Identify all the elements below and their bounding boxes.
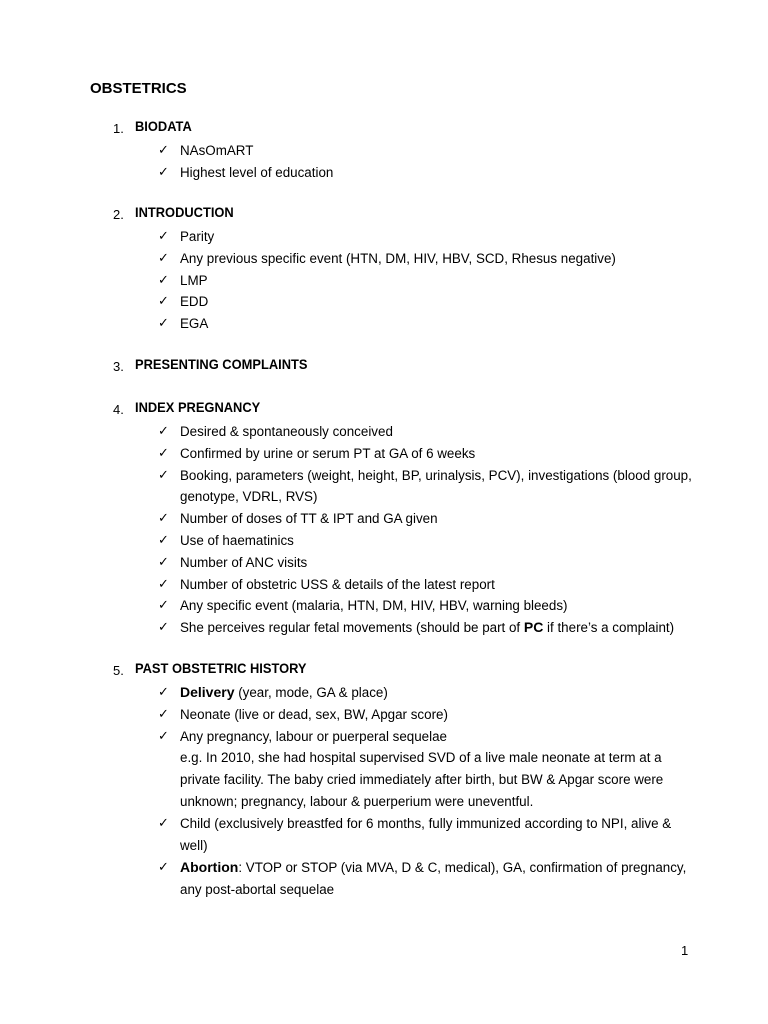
checkmark-icon: ✓ [158, 532, 169, 548]
checkmark-icon: ✓ [158, 445, 169, 461]
list-item [0, 465, 768, 509]
item-text-bold: Abortion [180, 858, 239, 875]
list-item [0, 617, 768, 639]
section-number: 1. [113, 121, 124, 136]
section-past-obstetric-history [0, 660, 768, 901]
checkmark-icon: ✓ [158, 728, 169, 744]
checkmark-icon: ✓ [158, 272, 169, 288]
section-heading [0, 399, 768, 421]
item-text-bold: Delivery [180, 684, 235, 700]
item-text: Any specific event (malaria, HTN, DM, HIV, HBV, warning bleeds) [180, 598, 568, 614]
item-text: Highest level of education [180, 164, 334, 180]
section-title: PAST OBSTETRIC HISTORY [135, 660, 307, 676]
section-number: 4. [113, 402, 124, 417]
checkmark-icon: ✓ [158, 511, 169, 527]
example-paragraph: e.g. In 2010, she had hospital supervised SVD of a live male neonate at term at a private facility. The baby cried immediately after birth, but BW & Apgar score were unknown; pregnancy, labour & puerperium were uneventful. [180, 750, 664, 810]
item-text: Desired & spontaneously conceived [180, 424, 393, 439]
section-number: 5. [113, 663, 124, 678]
list-item [0, 313, 768, 335]
section-presenting-complaints [0, 356, 768, 378]
checkmark-icon: ✓ [158, 164, 169, 180]
list-item [0, 421, 768, 443]
section-heading [0, 118, 768, 140]
section-title: BIODATA [135, 118, 192, 134]
item-text-pre: She perceives regular fetal movements (should be part of [180, 620, 524, 636]
checklist [0, 226, 768, 335]
checkmark-icon: ✓ [158, 316, 169, 332]
checklist [0, 682, 768, 901]
checkmark-icon: ✓ [158, 706, 169, 722]
list-item [0, 552, 768, 574]
section-heading [0, 204, 768, 226]
section-biodata [0, 118, 768, 184]
item-text: Booking, parameters (weight, height, BP, urinalysis, PCV), investigations (blood group, genotype, VDRL, RVS) [180, 467, 692, 505]
list-item [0, 162, 768, 184]
item-text: EDD [180, 294, 209, 310]
list-item [0, 291, 768, 313]
checkmark-icon: ✓ [158, 859, 169, 875]
section-title: INTRODUCTION [135, 204, 234, 220]
list-item [0, 226, 768, 248]
item-text-post: if there’s a complaint) [543, 620, 675, 636]
item-text: NAsOmART [180, 143, 254, 158]
section-heading [0, 356, 768, 378]
list-item [0, 726, 768, 748]
item-text: Any previous specific event (HTN, DM, HIV, HBV, SCD, Rhesus negative) [180, 250, 616, 266]
section-introduction [0, 204, 768, 335]
checkmark-icon: ✓ [158, 576, 169, 592]
list-item [0, 595, 768, 617]
item-text-bold: PC [523, 619, 544, 636]
item-text-post: : VTOP or STOP (via MVA, D & C, medical), GA, confirmation of pregnancy, any post-abortal sequelae [180, 859, 687, 897]
section-title: PRESENTING COMPLAINTS [135, 356, 308, 372]
checkmark-icon: ✓ [158, 229, 169, 244]
list-item [0, 443, 768, 465]
checkmark-icon: ✓ [158, 250, 169, 266]
item-text-post: (year, mode, GA & place) [234, 685, 388, 700]
section-title: INDEX PREGNANCY [135, 399, 261, 415]
item-text: Parity [180, 229, 215, 244]
list-item [0, 508, 768, 530]
item-text: Number of ANC visits [180, 554, 308, 570]
section-index-pregnancy [0, 399, 768, 639]
list-item [0, 248, 768, 270]
checkmark-icon: ✓ [158, 685, 169, 700]
section-number: 3. [113, 359, 124, 374]
checkmark-icon: ✓ [158, 467, 169, 483]
list-item [0, 704, 768, 726]
section-heading [0, 660, 768, 682]
checkmark-icon: ✓ [158, 554, 169, 570]
list-item [0, 530, 768, 552]
checklist [0, 421, 768, 639]
section-number: 2. [113, 207, 124, 222]
item-text: Neonate (live or dead, sex, BW, Apgar score) [180, 706, 448, 722]
item-text: LMP [180, 272, 208, 288]
checkmark-icon: ✓ [158, 598, 169, 614]
list-item [0, 574, 768, 596]
list-item [0, 270, 768, 292]
list-item [0, 857, 768, 901]
item-text: EGA [180, 316, 209, 332]
list-item [0, 813, 768, 857]
checkmark-icon: ✓ [158, 294, 169, 310]
page-number: 1 [681, 943, 689, 958]
item-text: Number of obstetric USS & details of the latest report [180, 576, 495, 592]
item-text: Use of haematinics [180, 532, 294, 548]
list-item [0, 140, 768, 162]
page-title: OBSTETRICS [90, 80, 187, 97]
checklist [0, 140, 768, 184]
item-text: Any pregnancy, labour or puerperal sequelae [180, 728, 447, 744]
item-text: Confirmed by urine or serum PT at GA of 6 weeks [180, 445, 476, 461]
checkmark-icon: ✓ [158, 620, 169, 636]
checkmark-icon: ✓ [158, 816, 169, 832]
list-item [0, 682, 768, 704]
checkmark-icon: ✓ [158, 143, 169, 158]
item-text: Number of doses of TT & IPT and GA given [180, 511, 438, 527]
checkmark-icon: ✓ [158, 424, 169, 439]
item-text: Child (exclusively breastfed for 6 months, fully immunized according to NPI, alive & well) [180, 816, 672, 854]
